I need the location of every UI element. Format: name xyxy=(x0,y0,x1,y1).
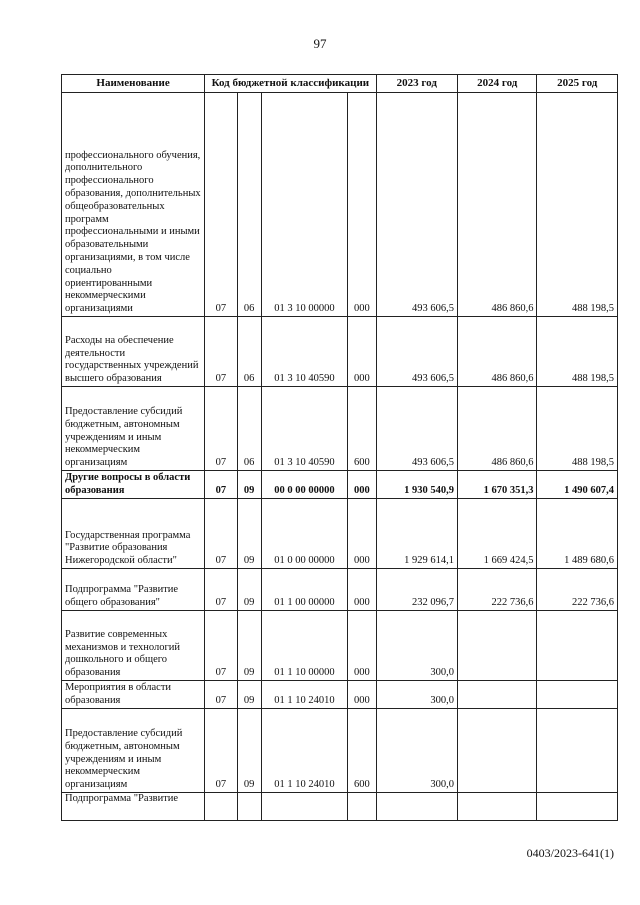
cell-2025 xyxy=(537,709,618,793)
cell-2025: 1 489 680,6 xyxy=(537,499,618,569)
cell-subsection: 09 xyxy=(237,611,261,681)
cell-expense-type: 600 xyxy=(348,709,376,793)
cell-2025: 1 490 607,4 xyxy=(537,471,618,499)
cell-2023: 493 606,5 xyxy=(376,93,458,317)
cell-2023: 300,0 xyxy=(376,681,458,709)
cell-2024: 486 860,6 xyxy=(458,317,537,387)
header-2023: 2023 год xyxy=(376,75,458,93)
cell-expense-type: 000 xyxy=(348,611,376,681)
cell-2023: 300,0 xyxy=(376,709,458,793)
table-row xyxy=(62,569,618,611)
cell-section xyxy=(205,793,237,821)
table-row xyxy=(62,681,618,709)
cell-target-article: 01 1 00 00000 xyxy=(261,569,348,611)
cell-target-article: 01 1 10 24010 xyxy=(261,681,348,709)
cell-subsection: 09 xyxy=(237,681,261,709)
cell-subsection xyxy=(237,793,261,821)
cell-2023: 493 606,5 xyxy=(376,387,458,471)
cell-2025 xyxy=(537,793,618,821)
cell-expense-type: 000 xyxy=(348,681,376,709)
cell-section: 07 xyxy=(205,387,237,471)
table-row xyxy=(62,387,618,471)
table-row xyxy=(62,93,618,317)
cell-2024: 1 670 351,3 xyxy=(458,471,537,499)
cell-section: 07 xyxy=(205,709,237,793)
cell-2025: 488 198,5 xyxy=(537,387,618,471)
cell-name: Подпрограмма "Развитие xyxy=(62,793,205,821)
cell-2024 xyxy=(458,793,537,821)
cell-2025: 488 198,5 xyxy=(537,317,618,387)
header-code: Код бюджетной классификации xyxy=(205,75,376,93)
cell-subsection: 06 xyxy=(237,93,261,317)
table-row xyxy=(62,499,618,569)
cell-section: 07 xyxy=(205,317,237,387)
cell-name: Предоставление субсидий бюджетным, автономным учреждениям и иным некоммерческим организациям xyxy=(62,387,205,471)
cell-name: Развитие современных механизмов и технологий дошкольного и общего образования xyxy=(62,611,205,681)
cell-2023: 300,0 xyxy=(376,611,458,681)
page-number: 97 xyxy=(313,36,327,51)
table-body xyxy=(62,93,618,821)
cell-target-article: 01 3 10 00000 xyxy=(261,93,348,317)
cell-expense-type: 600 xyxy=(348,387,376,471)
cell-target-article: 01 0 00 00000 xyxy=(261,499,348,569)
cell-subsection: 06 xyxy=(237,387,261,471)
header-2024: 2024 год xyxy=(458,75,537,93)
cell-section: 07 xyxy=(205,471,237,499)
cell-expense-type: 000 xyxy=(348,569,376,611)
cell-target-article: 01 3 10 40590 xyxy=(261,317,348,387)
cell-expense-type: 000 xyxy=(348,471,376,499)
cell-expense-type xyxy=(348,793,376,821)
table-header-row xyxy=(62,75,618,93)
cell-2024: 486 860,6 xyxy=(458,387,537,471)
document-code: 0403/2023-641(1) xyxy=(526,846,614,860)
cell-subsection: 06 xyxy=(237,317,261,387)
cell-2023: 1 930 540,9 xyxy=(376,471,458,499)
cell-2023: 1 929 614,1 xyxy=(376,499,458,569)
cell-2023 xyxy=(376,793,458,821)
cell-name: Расходы на обеспечение деятельности государственных учреждений высшего образования xyxy=(62,317,205,387)
cell-name: Государственная программа "Развитие образования Нижегородской области" xyxy=(62,499,205,569)
cell-name: Другие вопросы в области образования xyxy=(62,471,205,499)
cell-2024 xyxy=(458,611,537,681)
cell-target-article: 01 1 10 00000 xyxy=(261,611,348,681)
cell-name: Мероприятия в области образования xyxy=(62,681,205,709)
cell-expense-type: 000 xyxy=(348,499,376,569)
cell-subsection: 09 xyxy=(237,471,261,499)
header-name: Наименование xyxy=(62,75,205,93)
cell-2025 xyxy=(537,611,618,681)
table-row xyxy=(62,471,618,499)
table-row xyxy=(62,793,618,821)
cell-2023: 493 606,5 xyxy=(376,317,458,387)
cell-2024: 486 860,6 xyxy=(458,93,537,317)
cell-2024 xyxy=(458,681,537,709)
cell-target-article: 01 1 10 24010 xyxy=(261,709,348,793)
cell-target-article: 01 3 10 40590 xyxy=(261,387,348,471)
table-row xyxy=(62,317,618,387)
cell-2024: 222 736,6 xyxy=(458,569,537,611)
header-2025: 2025 год xyxy=(537,75,618,93)
cell-subsection: 09 xyxy=(237,709,261,793)
cell-subsection: 09 xyxy=(237,499,261,569)
cell-section: 07 xyxy=(205,93,237,317)
table-row xyxy=(62,611,618,681)
cell-section: 07 xyxy=(205,569,237,611)
cell-2024 xyxy=(458,709,537,793)
cell-2025: 488 198,5 xyxy=(537,93,618,317)
cell-target-article: 00 0 00 00000 xyxy=(261,471,348,499)
cell-expense-type: 000 xyxy=(348,93,376,317)
cell-section: 07 xyxy=(205,681,237,709)
cell-name: профессионального обучения, дополнительного профессионального образования, дополнительных общеобразовательных программ профессиональными и иными образовательными организациями, в том числе социально ориентированными некоммерческими организациями xyxy=(62,93,205,317)
cell-expense-type: 000 xyxy=(348,317,376,387)
cell-2023: 232 096,7 xyxy=(376,569,458,611)
cell-section: 07 xyxy=(205,611,237,681)
cell-name: Предоставление субсидий бюджетным, автономным учреждениям и иным некоммерческим организациям xyxy=(62,709,205,793)
cell-section: 07 xyxy=(205,499,237,569)
cell-name: Подпрограмма "Развитие общего образования" xyxy=(62,569,205,611)
table-row xyxy=(62,709,618,793)
cell-2025: 222 736,6 xyxy=(537,569,618,611)
budget-table xyxy=(61,74,618,821)
cell-subsection: 09 xyxy=(237,569,261,611)
cell-target-article xyxy=(261,793,348,821)
cell-2024: 1 669 424,5 xyxy=(458,499,537,569)
cell-2025 xyxy=(537,681,618,709)
